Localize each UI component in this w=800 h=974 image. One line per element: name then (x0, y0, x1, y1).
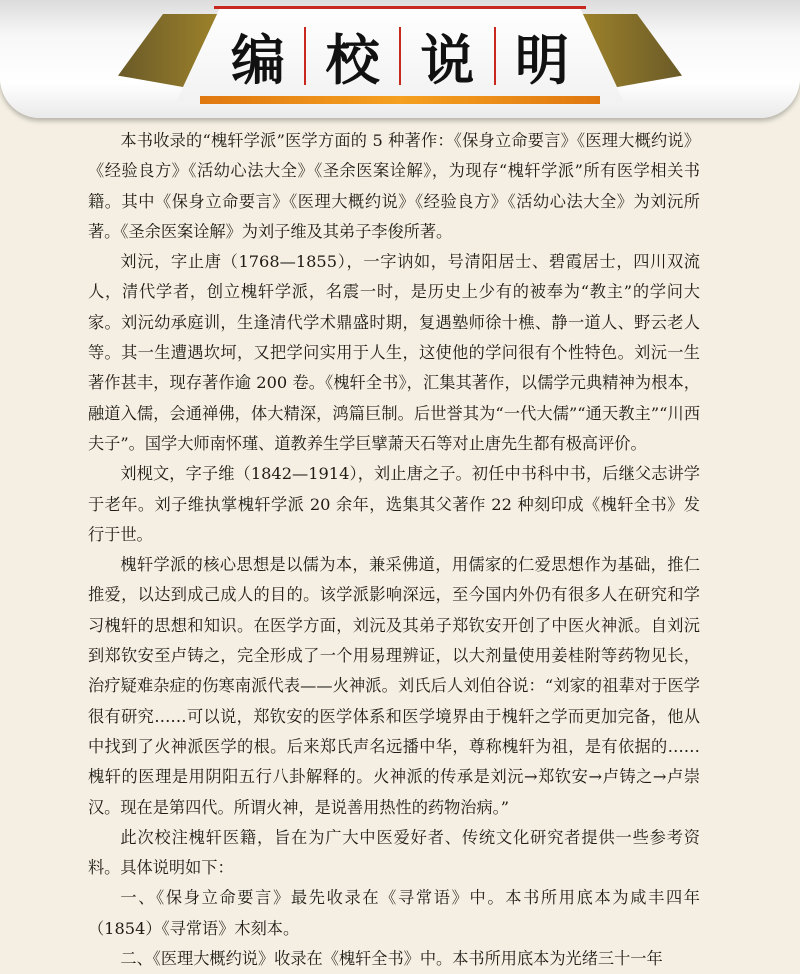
body-text (88, 126, 700, 974)
paragraph-purpose: 此次校注槐轩医籍，旨在为广大中医爱好者、传统文化研究者提供一些参考资料。具体说明如下： (88, 827, 700, 878)
paragraph-core-thought: 槐轩学派的核心思想是以儒为本，兼采佛道，用儒家的仁爱思想作为基础，推仁推爱，以达到成己成人的目的。该学派影响深远，至今国内外仍有很多人在研究和学习槐轩的思想和知识。在医学方面，刘沅及其弟子郑钦安开创了中医火神派。自刘沅到郑钦安至卢铸之，完全形成了一个用易理辨证，以大剂量使用姜桂附等药物见长，治疗疑难杂症的伤寒南派代表——火神派。刘氏后人刘伯谷说：“刘家的祖辈对于医学很有研究……可以说，郑钦安的医学体系和医学境界由于槐轩之学而更加完备，他从中找到了火神派医学的根。后来郑氏声名远播中华，尊称槐轩为祖，是有依据的……槐轩的医理是用阴阳五行八卦解释的。火神派的传承是刘沅→郑钦安→卢铸之→卢崇汉。现在是第四代。所谓火神，是说善用热性的药物治病。” (88, 555, 700, 817)
header-banner (0, 0, 800, 118)
title-top-line (214, 6, 586, 9)
page-title (222, 22, 578, 90)
title-char-2: 校 (325, 28, 380, 92)
paragraph-item-2: 二、《医理大概约说》收录在《槐轩全书》中。本书所用底本为光绪三十一年 (120, 949, 663, 969)
title-divider (304, 27, 306, 85)
paragraph-liu-ziwei: 刘枧文，字子维（1842—1914），刘止唐之子。初任中书科中书，后继父志讲学于老年。刘子维执掌槐轩学派 20 余年，选集其父著作 22 种刻印成《槐轩全书》发行于世。 (88, 464, 700, 544)
paragraph-item-1: 一、《保身立命要言》最先收录在《寻常语》中。本书所用底本为咸丰四年（1854）《寻常语》木刻本。 (88, 888, 700, 938)
title-char-3: 说 (420, 28, 475, 92)
title-underline (200, 96, 600, 104)
title-char-1: 编 (231, 28, 285, 92)
paragraph-intro: 本书收录的“槐轩学派”医学方面的 5 种著作：《保身立命要言》《医理大概约说》《经验良方》《活幼心法大全》《圣余医案诠解》，为现存“槐轩学派”所有医学相关书籍。其中《保身立命要言》《医理大概约说》《经验良方》《活幼心法大全》为刘沅所著。《圣余医案诠解》为刘子维及其弟子李俊所著。 (88, 131, 700, 241)
title-char-4: 明 (514, 28, 569, 92)
title-divider (399, 27, 401, 85)
title-divider (494, 27, 496, 85)
paragraph-liu-yuan: 刘沅，字止唐（1768—1855），一字讷如，号清阳居士、碧霞居士，四川双流人，清代学者，创立槐轩学派，名震一时，是历史上少有的被奉为“教主”的学问大家。刘沅幼承庭训，生逢清代学术鼎盛时期，复遇塾师徐十樵、静一道人、野云老人等。其一生遭遇坎坷，又把学问实用于人生，这使他的学问很有个性特色。刘沅一生著作甚丰，现存著作逾 200 卷。《槐轩全书》，汇集其著作，以儒学元典精神为根本，融道入儒，会通禅佛，体大精深，鸿篇巨制。后世誉其为“一代大儒”“通天教主”“川西夫子”。国学大师南怀瑾、道教养生学巨擘萧天石等对止唐先生都有极高评价。 (88, 252, 701, 453)
